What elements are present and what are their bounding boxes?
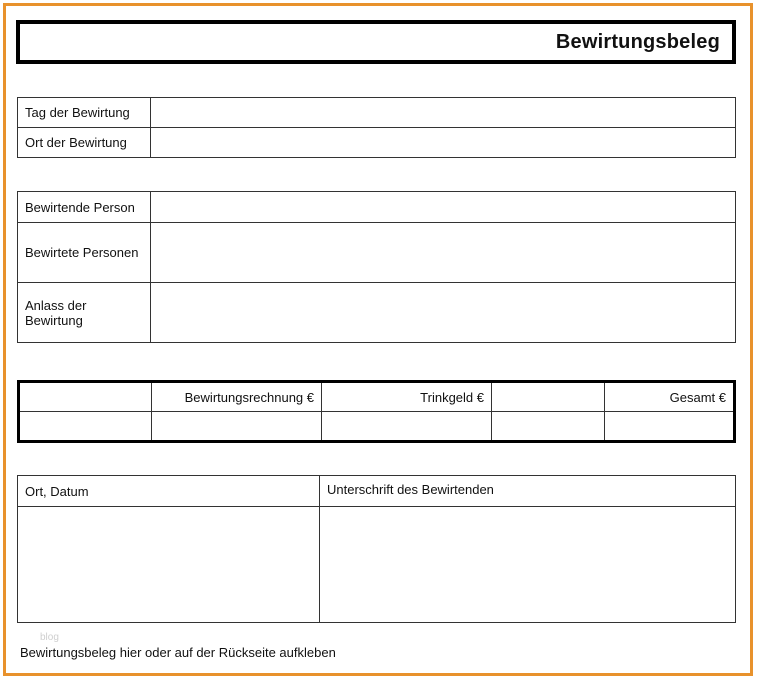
table-row [18,192,736,223]
table-row [19,412,735,442]
persons-table [17,191,736,343]
field-label: Bewirtende Person [18,192,151,223]
place-date-label: Ort, Datum [18,476,320,507]
signature-table [17,475,736,623]
page-title: Bewirtungsbeleg [555,31,720,53]
table-row [18,128,736,158]
occasion-field[interactable] [151,283,736,343]
watermark: blog [40,632,59,643]
date-place-table [17,97,736,158]
invoice-amount-field[interactable] [152,412,322,442]
amount-cell[interactable] [492,412,605,442]
total-amount-field[interactable] [605,412,735,442]
column-header [19,382,152,412]
column-header-invoice: Bewirtungsrechnung € [152,382,322,412]
column-header-tip: Trinkgeld € [322,382,492,412]
signature-label: Unterschrift des Bewirtenden [320,476,736,507]
place-date-field[interactable] [18,507,320,623]
field-label: Tag der Bewirtung [18,98,151,128]
amount-cell[interactable] [19,412,152,442]
field-label: Bewirtete Personen [18,223,151,283]
field-label: Anlass der Bewirtung [18,283,151,343]
table-row [18,223,736,283]
title-box [16,20,736,64]
field-label: Ort der Bewirtung [18,128,151,158]
table-row [18,507,736,623]
day-of-hospitality-field[interactable] [151,98,736,128]
table-row [18,283,736,343]
guests-field[interactable] [151,223,736,283]
signature-field[interactable] [320,507,736,623]
amounts-table [17,380,736,443]
place-of-hospitality-field[interactable] [151,128,736,158]
tip-amount-field[interactable] [322,412,492,442]
footer-note: Bewirtungsbeleg hier oder auf der Rückseite aufkleben [20,645,336,660]
column-header-total: Gesamt € [605,382,735,412]
table-row [18,476,736,507]
table-header-row [19,382,735,412]
column-header [492,382,605,412]
table-row [18,98,736,128]
host-person-field[interactable] [151,192,736,223]
